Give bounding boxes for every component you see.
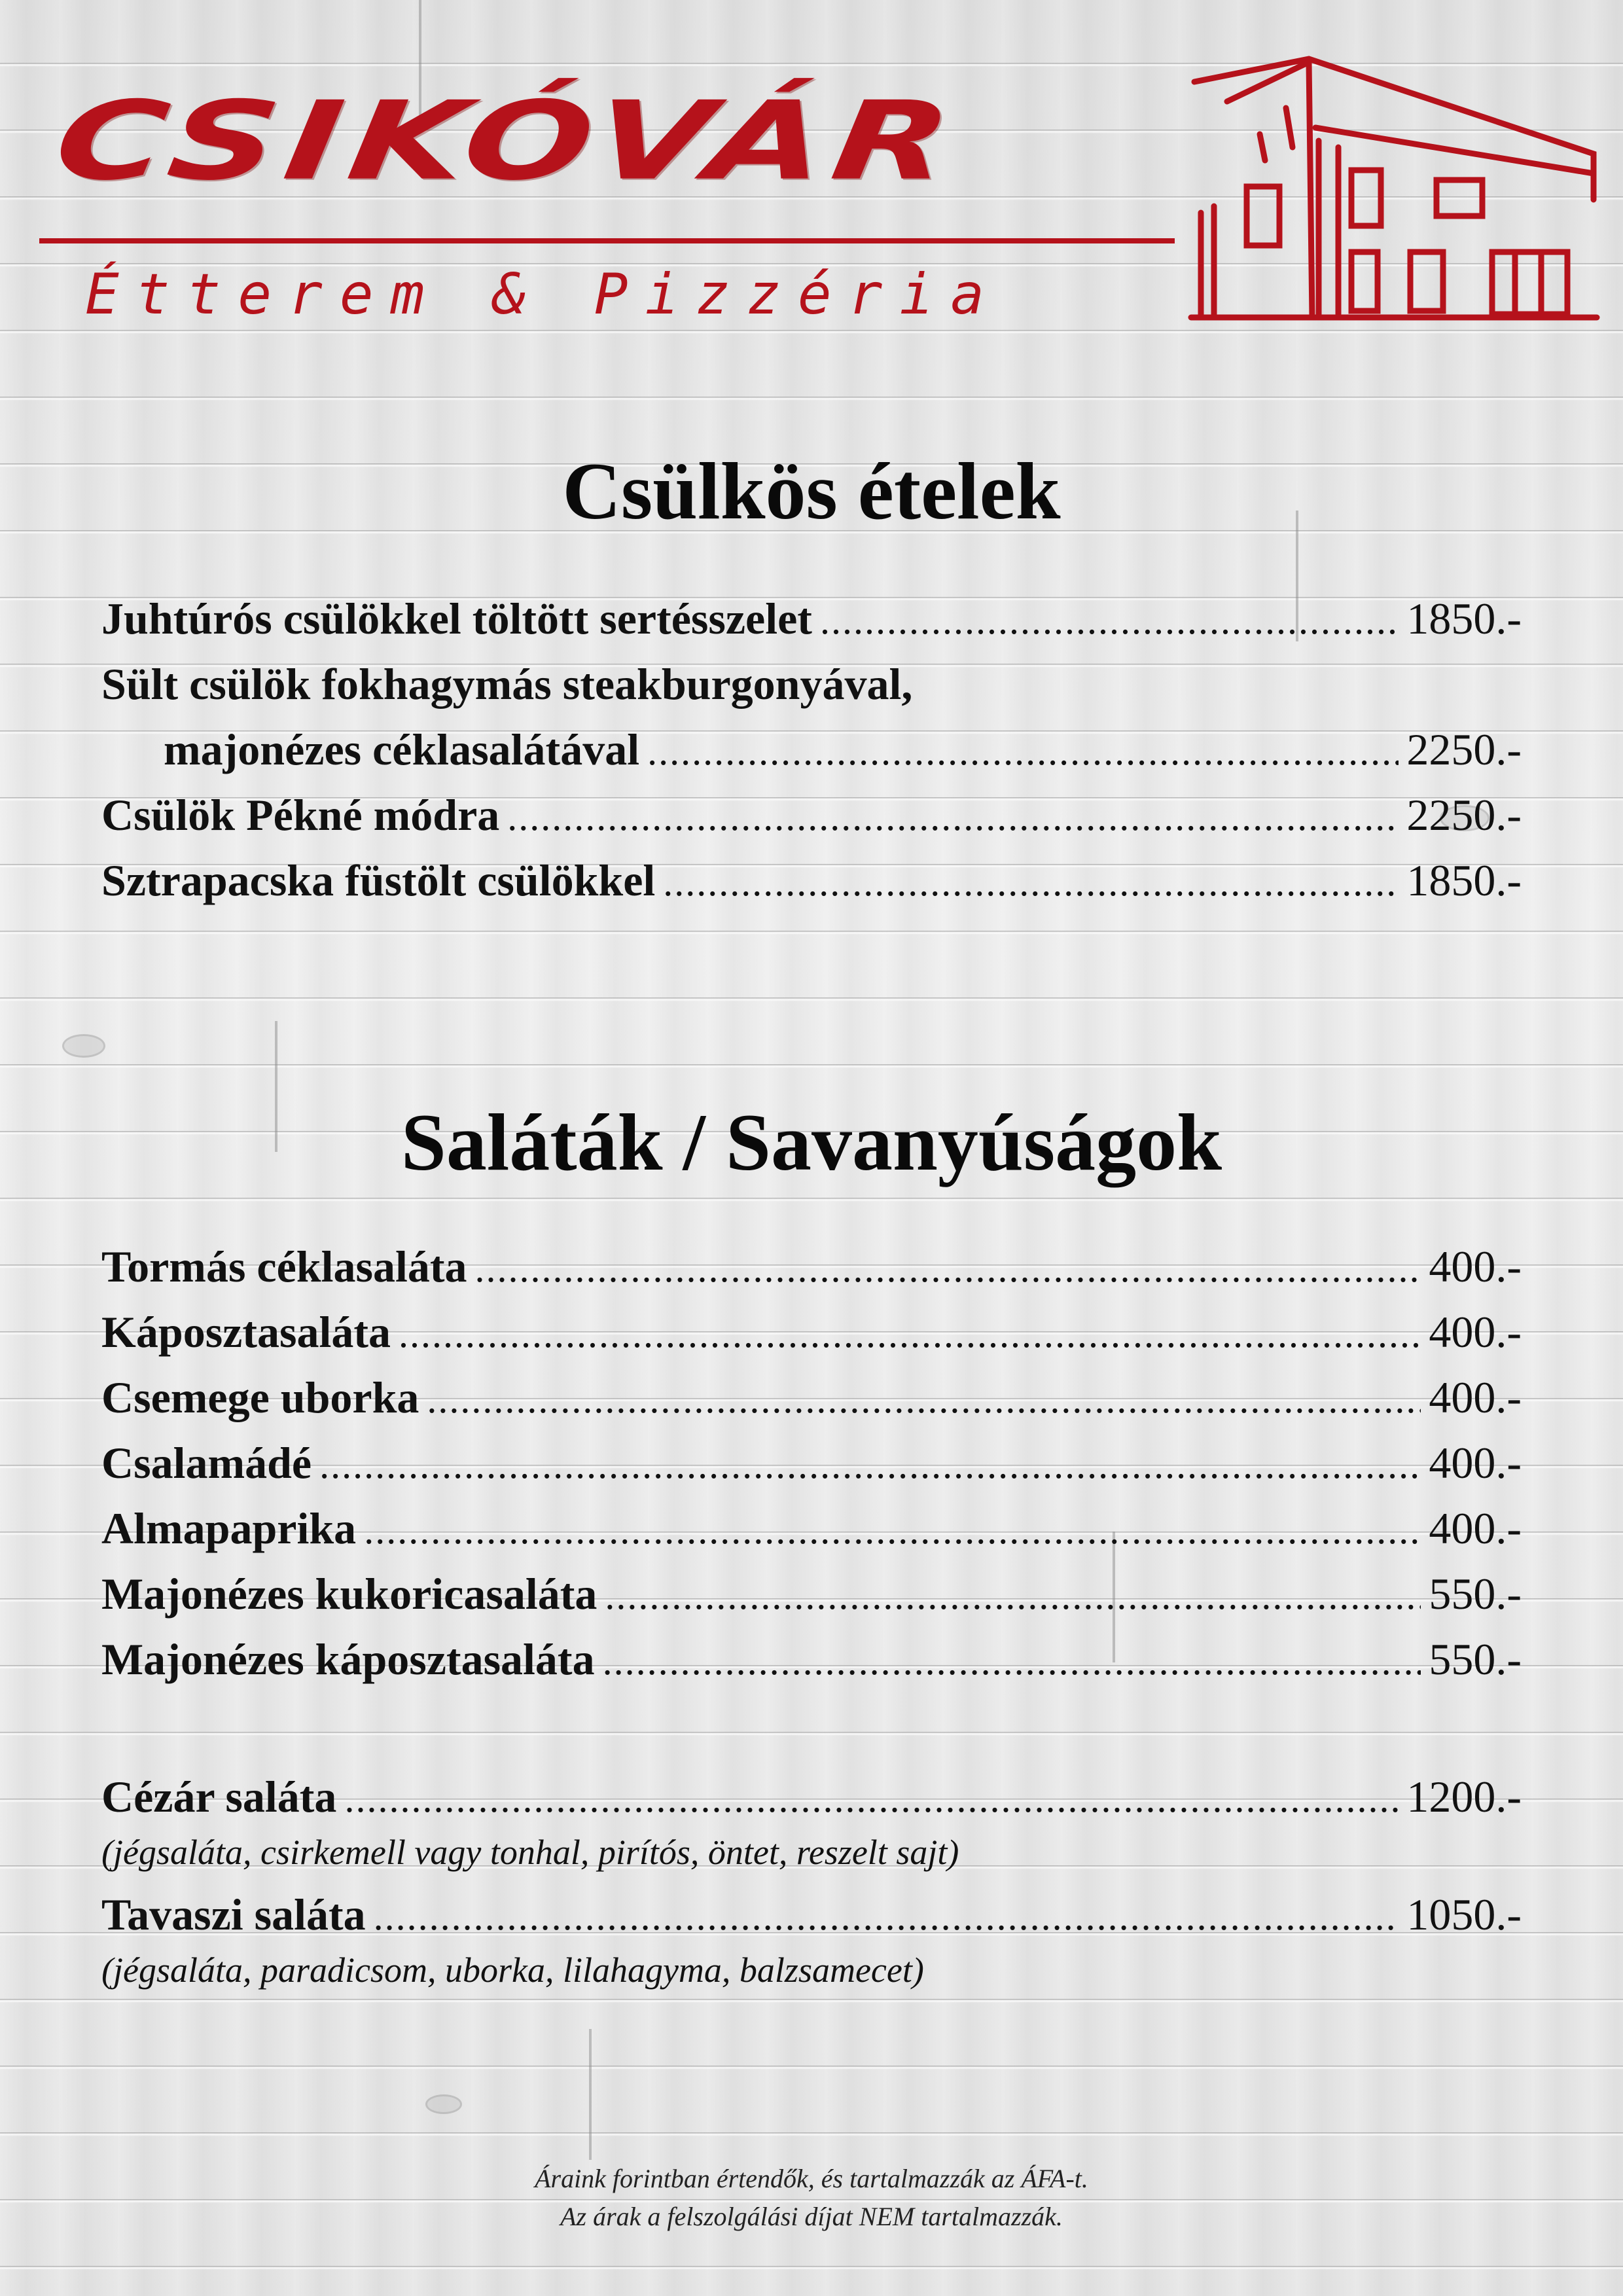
brand-logo (39, 72, 1191, 334)
item-price: 1850.- (1406, 594, 1522, 643)
menu-item (101, 1365, 1522, 1430)
plank-seam (589, 2029, 592, 2160)
menu-item (101, 1561, 1522, 1626)
wood-knot (425, 2094, 462, 2114)
menu-list-csulkos (101, 586, 1522, 913)
dot-leader (319, 1432, 1421, 1498)
dot-leader (603, 1628, 1421, 1694)
menu-item (101, 1496, 1522, 1561)
item-price: 400.- (1429, 1372, 1522, 1422)
dot-leader (364, 1498, 1421, 1563)
menu-item (101, 586, 1522, 651)
item-name: Majonézes káposztasaláta (101, 1634, 595, 1684)
spacer (101, 1692, 1522, 1764)
wood-knot (62, 1034, 105, 1058)
menu-item (101, 1299, 1522, 1365)
section-title-csulkos: Csülkös ételek (562, 446, 1061, 536)
menu-list-salatak (101, 1234, 1522, 2000)
item-price: 2250.- (1406, 790, 1522, 840)
dot-leader (647, 719, 1399, 784)
dot-leader (374, 1884, 1399, 1949)
item-price: 1200.- (1406, 1772, 1522, 1821)
item-price: 1850.- (1406, 855, 1522, 905)
item-name: Csalamádé (101, 1438, 312, 1488)
brand-subtitle: Étterem & Pizzéria (85, 262, 1001, 327)
brand-name: CSIKÓVÁR (47, 79, 967, 205)
menu-item (101, 1626, 1522, 1692)
dot-leader (474, 1236, 1421, 1301)
item-price: 550.- (1429, 1569, 1522, 1619)
item-name: Almapaprika (101, 1503, 357, 1553)
item-name: Káposztasaláta (101, 1307, 391, 1357)
item-name: Cézár saláta (101, 1772, 337, 1821)
item-price: 400.- (1429, 1438, 1522, 1488)
item-price: 550.- (1429, 1634, 1522, 1684)
dot-leader (820, 588, 1399, 653)
dot-leader (507, 784, 1399, 850)
item-name: Majonézes kukoricasaláta (101, 1569, 597, 1619)
brand-underline (39, 238, 1175, 243)
price-footnote (0, 2160, 1623, 2236)
dot-leader (399, 1301, 1421, 1367)
menu-item (101, 651, 1522, 717)
item-name: Csülök Pékné módra (101, 790, 500, 840)
item-name: Tavaszi saláta (101, 1890, 366, 1939)
menu-item (101, 1234, 1522, 1299)
item-price: 400.- (1429, 1503, 1522, 1553)
dot-leader (427, 1367, 1421, 1432)
item-description: (jégsaláta, paradicsom, uborka, lilahagyma, balzsamecet) (101, 1950, 924, 1990)
house-logo-icon (1188, 56, 1600, 331)
item-name: majonézes céklasalátával (164, 725, 640, 774)
item-name: Csemege uborka (101, 1372, 419, 1422)
footnote-line: Áraink forintban értendők, és tartalmazzák az ÁFA-t. (535, 2164, 1088, 2193)
dot-leader (605, 1563, 1421, 1628)
item-name: Sült csülök fokhagymás steakburgonyával, (101, 659, 913, 709)
item-name: Sztrapacska füstölt csülökkel (101, 855, 656, 905)
section-title-salatak: Saláták / Savanyúságok (401, 1098, 1222, 1187)
menu-item (101, 1764, 1522, 1829)
dot-leader (344, 1766, 1399, 1831)
item-description: (jégsaláta, csirkemell vagy tonhal, pirítós, öntet, reszelt sajt) (101, 1833, 959, 1872)
footnote-line: Az árak a felszolgálási díjat NEM tartalmazzák. (560, 2202, 1063, 2231)
menu-item (101, 782, 1522, 848)
menu-item (101, 1430, 1522, 1496)
item-price: 1050.- (1406, 1890, 1522, 1939)
item-price: 400.- (1429, 1307, 1522, 1357)
item-name: Tormás céklasaláta (101, 1242, 467, 1291)
menu-item (101, 848, 1522, 913)
item-price: 2250.- (1406, 725, 1522, 774)
dot-leader (663, 850, 1399, 915)
menu-item (101, 1882, 1522, 1947)
item-name: Juhtúrós csülökkel töltött sertésszelet (101, 594, 812, 643)
menu-item (101, 717, 1522, 782)
item-price: 400.- (1429, 1242, 1522, 1291)
